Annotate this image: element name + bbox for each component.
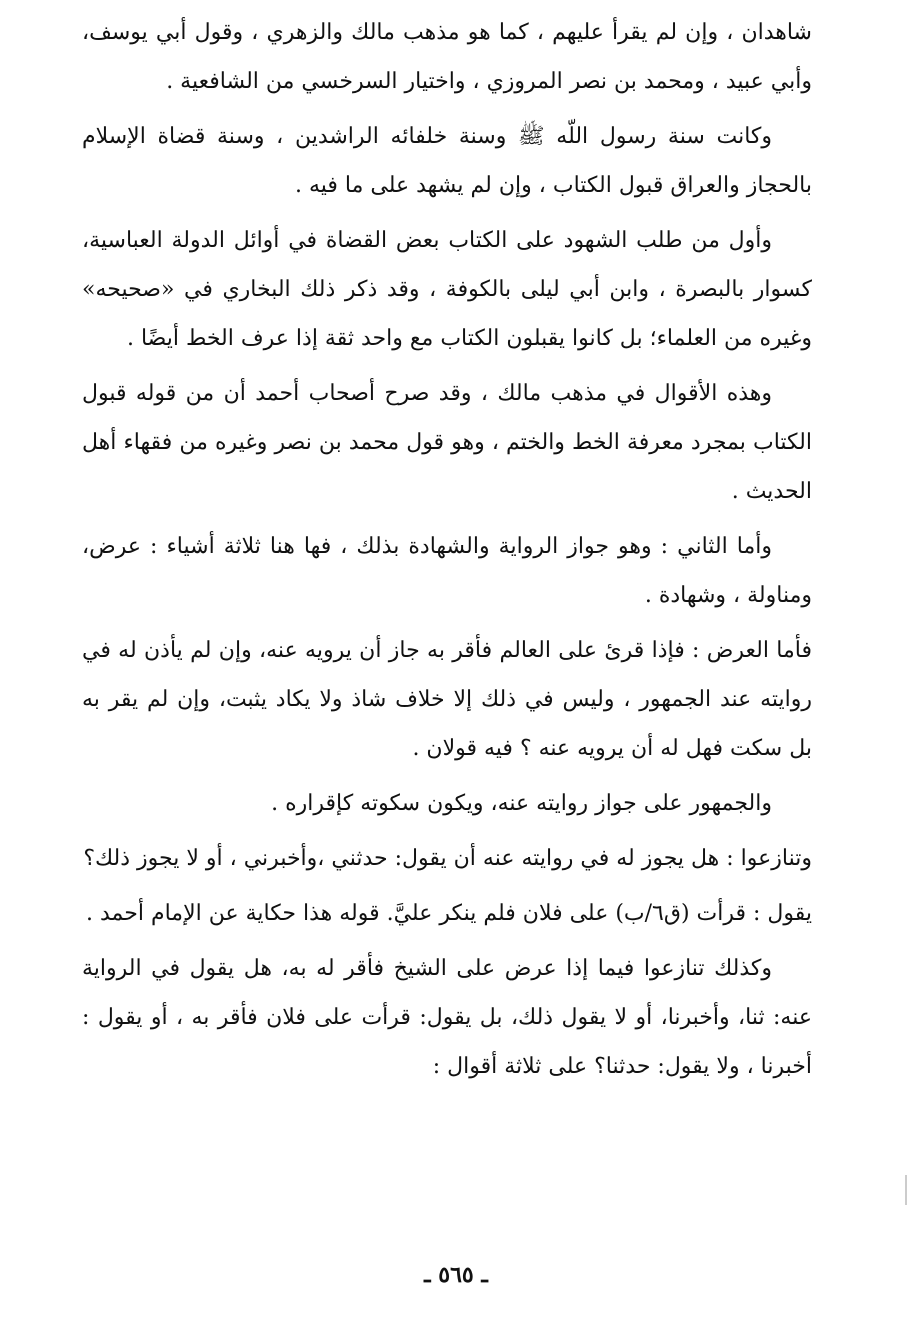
page-number: ـ ٥٦٥ ـ	[424, 1262, 488, 1288]
margin-mark	[905, 1175, 907, 1205]
document-page	[82, 8, 812, 1258]
paragraph-1: شاهدان ، وإن لم يقرأ عليهم ، كما هو مذهب مالك والزهري ، وقول أبي يوسف، وأبي عبيد ، ومحمد بن نصر المروزي ، واختيار السرخسي من الشافعية .	[82, 20, 812, 94]
paragraph-5: وأما الثاني : وهو جواز الرواية والشهادة بذلك ، فها هنا ثلاثة أشياء : عرض، ومناولة ، وشهادة .	[82, 534, 812, 608]
paragraph-3: وأول من طلب الشهود على الكتاب بعض القضاة في أوائل الدولة العباسية، كسوار بالبصرة ، وابن أبي ليلى بالكوفة ، وقد ذكر ذلك البخاري في «صحيحه» وغيره من العلماء؛ بل كانوا يقبلون الكتاب مع واحد ثقة إذا عرف الخط أيضًا .	[82, 228, 812, 351]
paragraph-6: فأما العرض : فإذا قرئ على العالم فأقر به جاز أن يرويه عنه، وإن لم يأذن له في روايته عند الجمهور ، وليس في ذلك إلا خلاف شاذ ولا يكاد يثبت، وإن لم يقر به بل سكت فهل له أن يرويه عنه ؟ فيه قولان .	[82, 638, 812, 761]
paragraph-9: يقول : قرأت (ق٦/ب) على فلان فلم ينكر عليَّ. قوله هذا حكاية عن الإمام أحمد .	[86, 901, 812, 926]
paragraph-10: وكذلك تنازعوا فيما إذا عرض على الشيخ فأقر له به، هل يقول في الرواية عنه: ثنا، وأخبرنا، أو لا يقول ذلك، بل يقول: قرأت على فلان فأقر به ، أو يقول : أخبرنا ، ولا يقول: حدثنا؟ على ثلاثة أقوال :	[82, 956, 812, 1079]
paragraph-2: وكانت سنة رسول اللّه ﷺ وسنة خلفائه الراشدين ، وسنة قضاة الإسلام بالحجاز والعراق قبول الكتاب ، وإن لم يشهد على ما فيه .	[82, 124, 812, 198]
paragraph-8: وتنازعوا : هل يجوز له في روايته عنه أن يقول: حدثني ،وأخبرني ، أو لا يجوز ذلك؟	[83, 846, 812, 871]
paragraph-7: والجمهور على جواز روايته عنه، ويكون سكوته كإقراره .	[271, 791, 772, 816]
paragraph-4: وهذه الأقوال في مذهب مالك ، وقد صرح أصحاب أحمد أن من قوله قبول الكتاب بمجرد معرفة الخط والختم ، وهو قول محمد بن نصر وغيره من فقهاء أهل الحديث .	[82, 381, 812, 504]
